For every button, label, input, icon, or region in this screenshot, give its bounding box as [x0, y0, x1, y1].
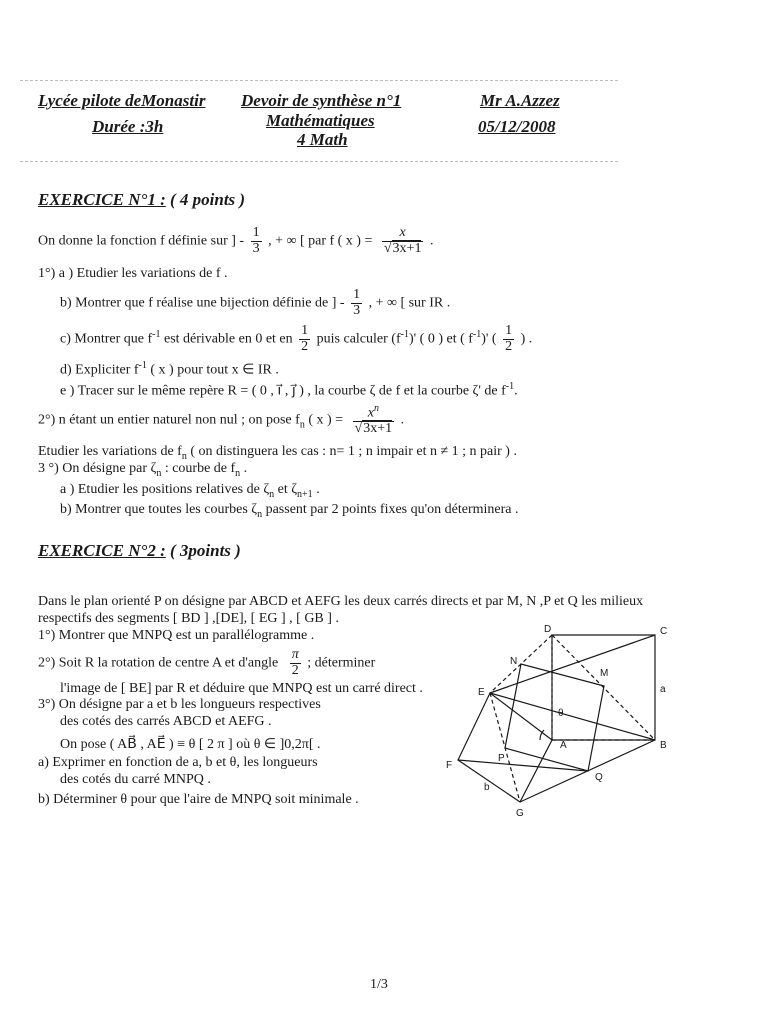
label-n: N [510, 656, 518, 667]
fraction-one-half: $\frac{1}{2}$ [301, 323, 309, 354]
ex1-q2-study: Etudier les variations de $f_n$ ( on distinguera les cas : n= 1 ; n impair et n ≠ 1 ; n pair ) . [38, 444, 517, 462]
squares-figure [440, 620, 700, 820]
label-f: F [446, 760, 453, 771]
ex1-q1c: c) Montrer que $f^{-1}$ est dérivable en 0 et en $\frac{1}{2}$ puis calculer $(f^{-1})'$ ( 0 ) et ( $f^{-1})'$ ( $\frac{1}{2}$ ) . [60, 323, 533, 354]
label-g: G [516, 808, 524, 819]
ex2-intro1: Dans le plan orienté P on désigne par ABCD et AEFG les deux carrés directs et par M, N ,P et Q les milieux [38, 594, 644, 609]
ex1-q3a: a ) Etudier les positions relatives de $\zeta_n$ et $\zeta_{n+1}$ . [60, 482, 320, 500]
ex2-q3b: des cotés des carrés ABCD et AEFG . [60, 714, 272, 729]
ex1-q3: 3 °) On désigne par $\zeta_n$ : courbe de $f_n$ . [38, 461, 248, 479]
ex1-intro-text: On donne la fonction f définie sur ] - [38, 233, 245, 249]
ex1-title-label: EXERCICE N°1 : [38, 190, 166, 209]
ex2-title [38, 541, 241, 561]
ex2-qa1: a) Exprimer en fonction de a, b et θ, les longueurs [38, 755, 318, 770]
ex2-q2-image: l'image de [ BE] par R et déduire que MNPQ est un carré direct . [60, 681, 423, 696]
label-q: Q [595, 772, 603, 783]
label-a: A [560, 740, 567, 751]
label-m: M [600, 668, 609, 679]
label-d: D [544, 624, 552, 635]
fraction-f: $\frac{x}{√3x+1}$ [383, 225, 422, 256]
ex2-title-label: EXERCICE N°2 : [38, 541, 166, 560]
ex1-q2: 2°) n étant un entier naturel non nul ; on pose $f_n$ ( x ) = $\frac{x^n}{√3x+1}$ . [38, 403, 405, 437]
square-mnpq [505, 664, 604, 771]
ex1-intro: On donne la fonction f définie sur ] - $\frac{1}{3}$ , + ∞ [ par f ( x ) = $\frac{x}{√3x+1}$ . [38, 225, 434, 256]
segment-be [490, 693, 655, 740]
exam-class: 4 Math [297, 130, 348, 149]
label-a-side: a [660, 684, 666, 695]
school-name: Lycée pilote deMonastir [38, 91, 206, 110]
ex2-q1: 1°) Montrer que MNPQ est un parallélogramme . [38, 628, 315, 643]
teacher-name: Mr A.Azzez [480, 91, 560, 110]
ex2-points: ( 3points ) [169, 541, 241, 560]
ex1-intro-text2: , + ∞ [ par f ( x ) = [268, 233, 373, 249]
fraction-one-third: $\frac{1}{3}$ [252, 225, 260, 256]
exam-subject: Mathématiques [266, 111, 375, 130]
page-number: 1/3 [370, 977, 388, 992]
label-e: E [478, 687, 485, 698]
ex1-title [38, 190, 245, 210]
duration: Durée :3h [92, 117, 164, 136]
ex1-q1d: d) Expliciter $f^{-1}$ ( x ) pour tout x ∈ IR . [60, 360, 279, 378]
ex2-q3a: 3°) On désigne par a et b les longueurs respectives [38, 697, 321, 712]
label-b-side: b [484, 782, 490, 793]
label-theta: θ [558, 708, 564, 719]
ex2-qb: b) Déterminer θ pour que l'aire de MNPQ soit minimale . [38, 792, 359, 807]
ex1-q1b: b) Montrer que f réalise une bijection définie de ] - $\frac{1}{3}$ , + ∞ [ sur IR . [60, 287, 451, 318]
ex1-q1e: e ) Tracer sur le même repère R = ( 0 , i⃗ , j⃗ ) , la courbe ζ de f et la courbe ζ' de $f^{-1}$. [60, 381, 518, 399]
ex1-q3b: b) Montrer que toutes les courbes $\zeta_n$ passent par 2 points fixes qu'on déterminera . [60, 502, 519, 520]
ex2-intro2: respectifs des segments [ BD ] ,[DE], [ EG ] , [ GB ] . [38, 611, 339, 626]
fraction-one-third-2: $\frac{1}{3}$ [353, 287, 361, 318]
ex2-qa2: des cotés du carré MNPQ . [60, 772, 211, 787]
fraction-fn: $\frac{x^n}{√3x+1}$ [354, 403, 393, 437]
label-p: P [498, 753, 505, 764]
label-c: C [660, 626, 668, 637]
ex2-q2: 2°) Soit R la rotation de centre A et d'angle $\frac{\pi}{2}$ ; déterminer [38, 647, 376, 678]
label-b: B [660, 740, 667, 751]
exam-title: Devoir de synthèse n°1 [241, 91, 402, 110]
ex1-q1a: 1°) a ) Etudier les variations de f . [38, 266, 228, 281]
ex2-q3c: On pose ( AB⃗ , AE⃗ ) ≡ θ [ 2 π ] où θ ∈ ]0,2π[ . [60, 737, 321, 752]
ex1-points: ( 4 points ) [169, 190, 246, 209]
exam-date: 05/12/2008 [478, 117, 556, 136]
fraction-pi-over-2: $\frac{\pi}{2}$ [291, 647, 299, 678]
fraction-one-half-2: $\frac{1}{2}$ [505, 323, 513, 354]
